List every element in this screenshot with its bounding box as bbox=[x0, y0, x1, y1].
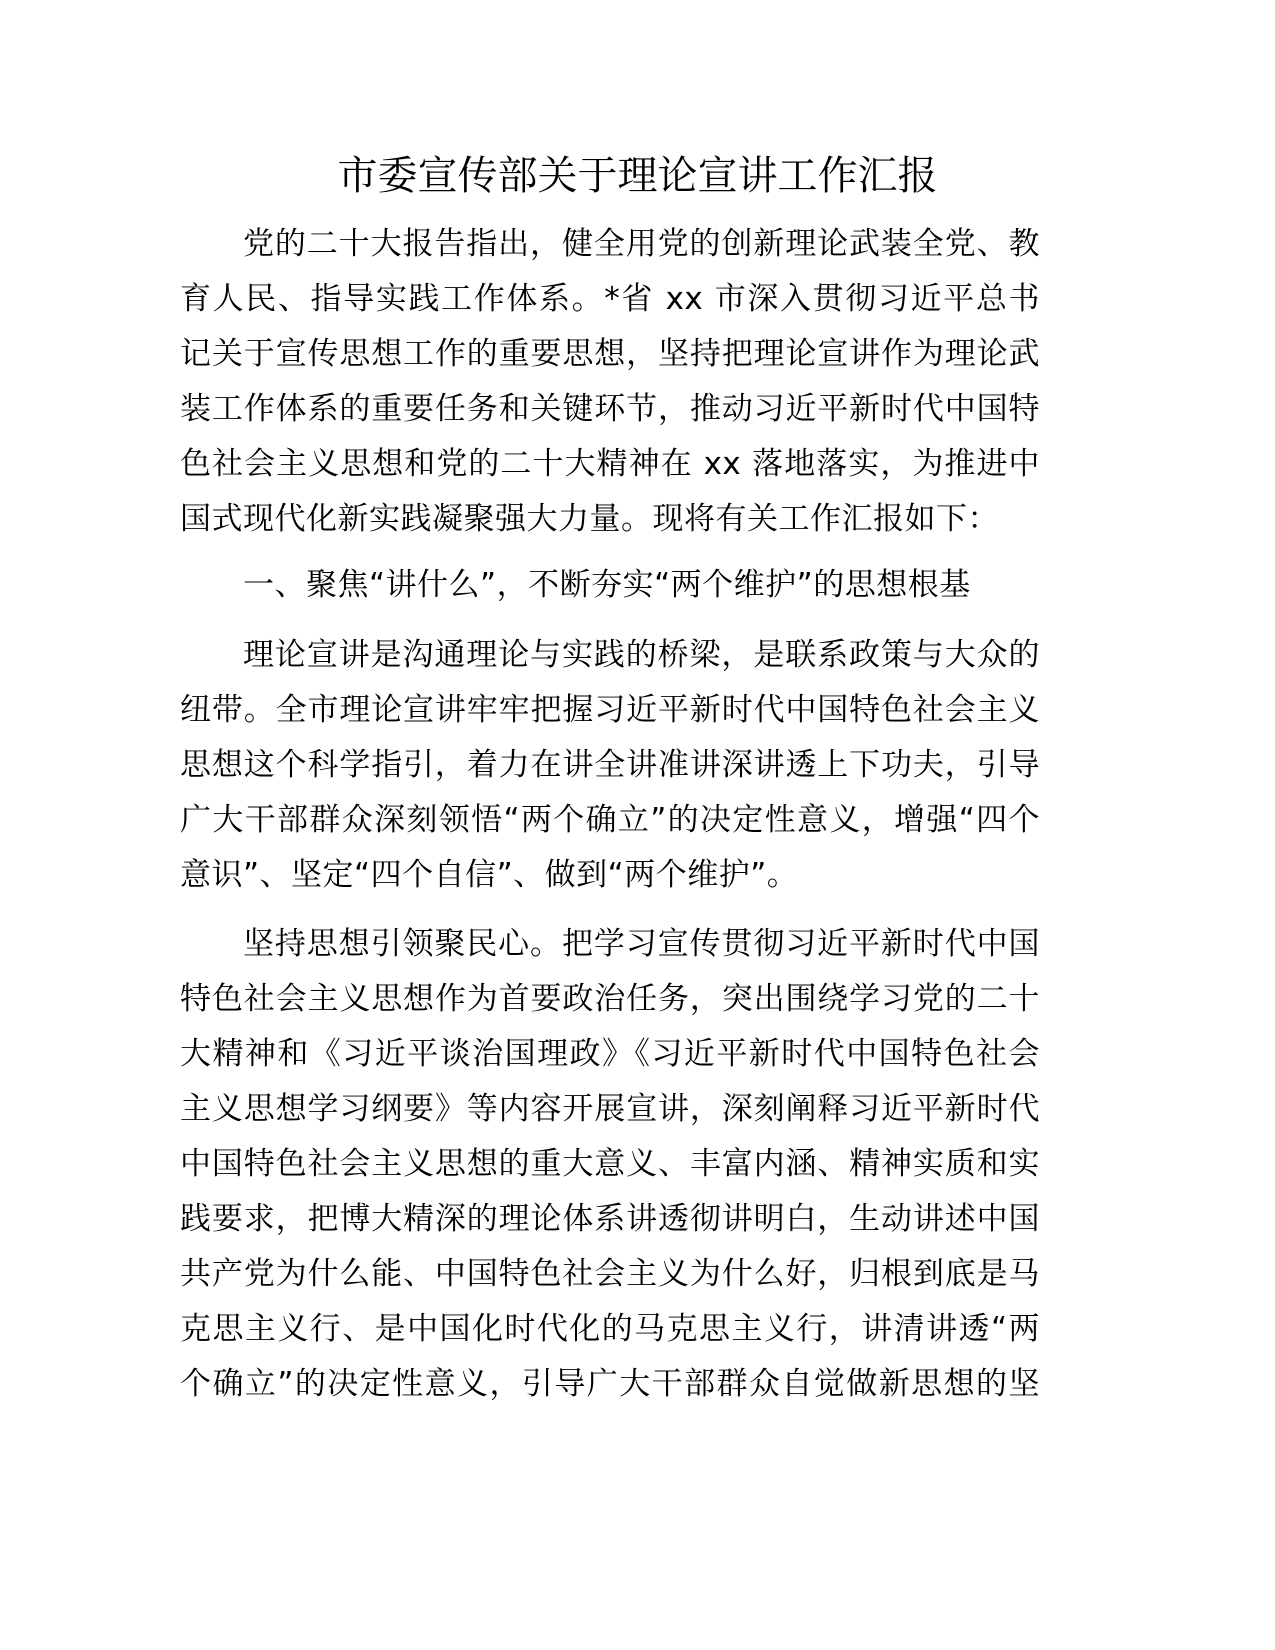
text-line: 理论宣讲是沟通理论与实践的桥梁，是联系政策与大众的 bbox=[243, 637, 1040, 673]
text-line: 党的二十大报告指出，健全用党的创新理论武装全党、教 bbox=[243, 226, 1040, 262]
text-line: 践要求，把博大精深的理论体系讲透彻讲明白，生动讲述中国 bbox=[180, 1201, 1040, 1237]
text-line: 克思主义行、是中国化时代化的马克思主义行，讲清讲透“两 bbox=[180, 1311, 1040, 1347]
text-line: 记关于宣传思想工作的重要思想，坚持把理论宣讲作为理论武 bbox=[180, 336, 1040, 372]
document-title: 市委宣传部关于理论宣讲工作汇报 bbox=[337, 153, 938, 199]
text-line: 装工作体系的重要任务和关键环节，推动习近平新时代中国特 bbox=[180, 391, 1040, 427]
text-line: 国式现代化新实践凝聚强大力量。现将有关工作汇报如下： bbox=[180, 501, 999, 537]
text-line: 大精神和《习近平谈治国理政》《习近平新时代中国特色社会 bbox=[180, 1036, 1040, 1072]
text-line: 意识”、坚定“四个自信”、做到“两个维护”。 bbox=[180, 857, 799, 893]
section-heading-text: 一、聚焦“讲什么”，不断夯实“两个维护”的思想根基 bbox=[243, 567, 971, 603]
text-line: 主义思想学习纲要》等内容开展宣讲，深刻阐释习近平新时代 bbox=[180, 1091, 1040, 1127]
text-line: 育人民、指导实践工作体系。*省 xx 市深入贯彻习近平总书 bbox=[180, 281, 1040, 317]
text-line: 坚持思想引领聚民心。把学习宣传贯彻习近平新时代中国 bbox=[243, 926, 1040, 962]
text-line: 特色社会主义思想作为首要政治任务，突出围绕学习党的二十 bbox=[180, 981, 1040, 1017]
text-line: 思想这个科学指引，着力在讲全讲准讲深讲透上下功夫，引导 bbox=[180, 747, 1040, 783]
text-line: 广大干部群众深刻领悟“两个确立”的决定性意义，增强“四个 bbox=[180, 802, 1040, 838]
text-line: 个确立”的决定性意义，引导广大干部群众自觉做新思想的坚 bbox=[180, 1366, 1040, 1402]
text-line: 纽带。全市理论宣讲牢牢把握习近平新时代中国特色社会主义 bbox=[180, 692, 1040, 728]
text-line: 共产党为什么能、中国特色社会主义为什么好，归根到底是马 bbox=[180, 1256, 1040, 1292]
text-line: 色社会主义思想和党的二十大精神在 xx 落地落实，为推进中 bbox=[180, 446, 1040, 482]
text-line: 中国特色社会主义思想的重大意义、丰富内涵、精神实质和实 bbox=[180, 1146, 1040, 1182]
